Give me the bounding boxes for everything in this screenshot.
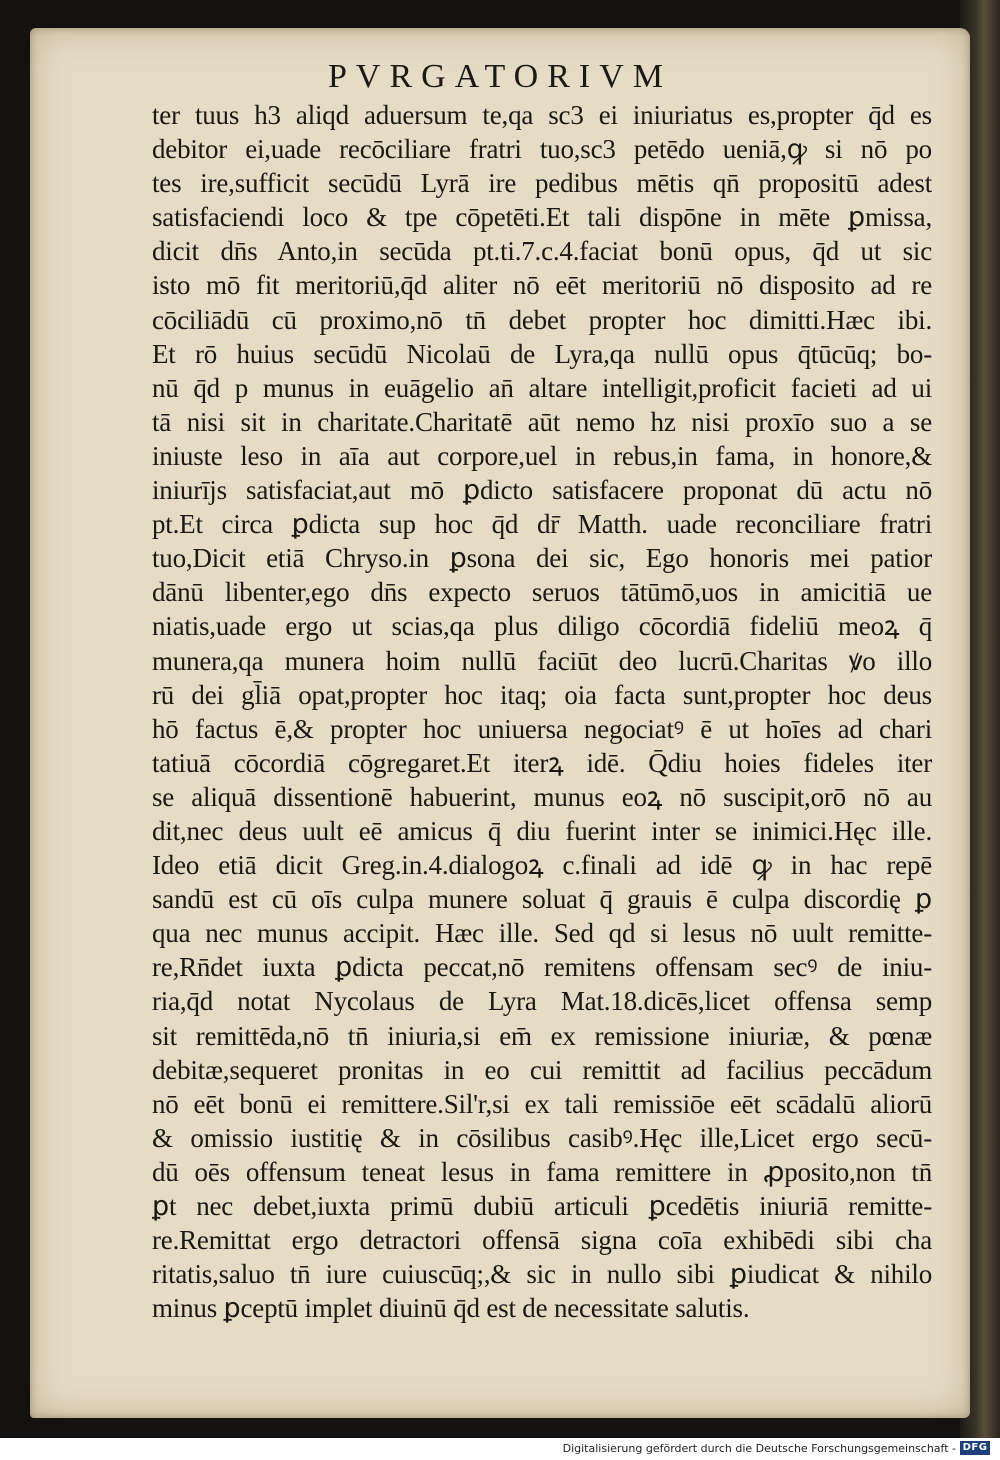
text-line: debitor ei,uade recōciliare fratri tuo,sc3 petēdo ueniā,ꝙ si nō po [152,134,932,165]
text-line: niatis,uade ergo ut scias,qa plus diligo cōcordiā fideliū meoꝝ q̄ [152,611,932,642]
footer [0,1438,1000,1460]
text-line: re.Remittat ergo detractori offensā signa coīa exhibēdi sibi cha [152,1225,932,1256]
text-line: re,Rn̄det iuxta ꝑdicta peccat,nō remitens offensam secꝰ de iniu- [152,952,932,983]
text-line: satisfaciendi loco & tpe cōpetēti.Et tali dispōne in mēte ꝑmissa, [152,202,932,233]
book-page [30,28,970,1418]
text-line: tuo,Dicit etiā Chryso.in ꝑsona dei sic, Ego honoris mei patior [152,543,932,574]
text-line: debitæ,sequeret pronitas in eo cui remittit ad facilius peccādum [152,1054,932,1085]
text-line: Ideo etiā dicit Greg.in.4.dialogoꝝ c.finali ad idē ꝙ in hac repē [152,850,932,881]
text-line: ritatis,saluo tn̄ iure cuiuscūq;,& sic in nullo sibi ꝑiudicat & nihilo [152,1259,932,1290]
text-line: tatiuā cōcordiā cōgregaret.Et iterꝝ idē. Q̄diu hoies fideles iter [152,747,932,778]
text-line: & omissio iustitię & in cōsilibus casibꝰ.Hęc ille,Licet ergo secū- [152,1122,932,1153]
text-line: minus ꝑceptū implet diuinū q̄d est de necessitate salutis. [152,1293,750,1324]
text-line: isto mō fit meritoriū,q̄d aliter nō eēt meritoriū nō disposito ad re [152,270,932,301]
dfg-logo[interactable]: DFG [960,1441,990,1455]
text-line: tā nisi sit in charitate.Charitatē aūt nemo hz nisi proxīo suo a se [152,406,932,437]
text-line: rū dei gl̄iā opat,propter hoc itaq; oia facta sunt,propter hoc deus [152,679,932,710]
text-line: pt.Et circa ꝑdicta sup hoc q̄d dr̄ Matth. uade reconciliare fratri [152,509,932,540]
text-line: dit,nec deus uult eē amicus q̄ diu fuerint inter se inimici.Hęc ille. [152,815,932,846]
text-line: dicit dn̄s Anto,in secūda pt.ti.7.c.4.faciat bonū opus, q̄d ut sic [152,236,932,267]
text-line: nū q̄d p munus in euāgelio an̄ altare intelligit,proficit facieti ad ui [152,372,932,403]
text-line: ria,q̄d notat Nycolaus de Lyra Mat.18.dicēs,licet offensa semp [152,986,932,1017]
text-line: dū oēs offensum teneat lesus in fama remittere in ꝓposito,non tn̄ [152,1156,932,1187]
text-line: hō factus ē,& propter hoc uniuersa negociatꝰ ē ut hoīes ad chari [152,713,932,744]
text-block [152,98,932,1325]
text-line: Et rō huius secūdū Nicolaū de Lyra,qa nullū opus q̄tūcūq; bo- [152,338,932,369]
text-line: cōciliādū cū proximo,nō tn̄ debet propter hoc dimitti.Hæc ibi. [152,304,932,335]
text-line: munera,qa munera hoim nullū faciūt deo lucrū.Charitas ꝟo illo [152,645,932,676]
text-line: se aliquā dissentionē habuerint, munus eoꝝ nō suscipit,orō nō au [152,781,932,812]
text-line: iniurījs satisfaciat,aut mō ꝑdicto satisfacere proponat dū actu nō [152,475,932,506]
text-line: iniuste leso in aīa aut corpore,uel in rebus,in fama, in honore,& [152,440,932,471]
digitization-credit: Digitalisierung gefördert durch die Deutsche Forschungsgemeinschaft - [562,1442,956,1455]
text-line: nō eēt bonū ei remittere.Sil'r,si ex tali remissiōe eēt scādalū aliorū [152,1088,932,1119]
text-line: ter tuus h3 aliqd aduersum te,qa sc3 ei iniuriatus es,propter q̄d es [152,100,932,130]
text-line: ꝑt nec debet,iuxta primū dubiū articuli ꝑcedētis iniuriā remitte- [152,1191,932,1221]
text-line: sandū est cū oīs culpa munere soluat q̄ grauis ē culpa discordię ꝑ [152,884,932,915]
text-line: qua nec munus accipit. Hæc ille. Sed qd si lesus nō uult remitte- [152,918,932,949]
text-line: tes ire,sufficit secūdū Lyrā ire pedibus mētis qn̄ propositū adest [152,168,932,199]
text-line: dānū libenter,ego dn̄s expecto seruos tātūmō,uos in amicitiā ue [152,577,932,608]
text-line: sit remittēda,nō tn̄ iniuria,si em̄ ex remissione iniuriæ, & pœnæ [152,1020,932,1051]
running-head: PVRGATORIVM [328,58,672,95]
